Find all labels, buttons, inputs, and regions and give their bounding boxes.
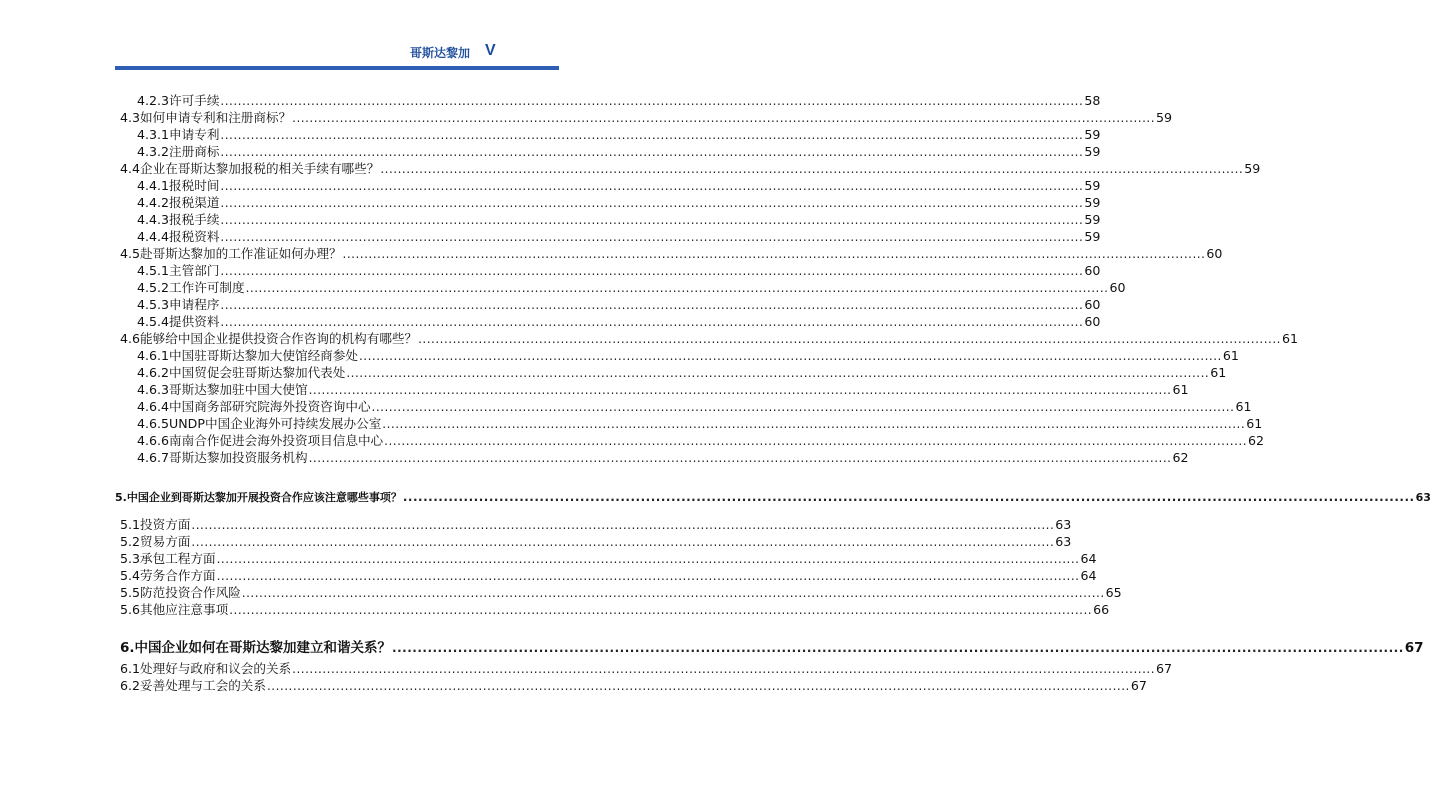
toc-entry[interactable] [137,296,1101,314]
toc-entry[interactable] [137,313,1101,331]
toc-entry-number: 4.4.1 [137,178,170,193]
toc-dot-leader: ........................................................................................................................................................................................................ [371,400,1235,414]
toc-dot-leader: ........................................................................................................................................................................................................ [382,417,1246,431]
toc-entry-page: 62 [1172,450,1189,465]
toc-entry-title: 中国企业到哥斯达黎加开展投资合作应该注意哪些事项？ [126,491,402,504]
toc-dot-leader: ........................................................................................................................................................................................................ [342,247,1206,261]
toc-entry[interactable] [120,584,1122,602]
toc-entry-page: 64 [1080,568,1097,583]
toc-entry[interactable] [137,279,1126,297]
toc-entry-number: 4.6.7 [137,450,170,465]
toc-entry-title: 能够给中国企业提供投资合作咨询的机构有哪些？ [140,331,418,346]
toc-entry-title: 投资方面 [140,517,191,532]
toc-entry-number: 6.2 [120,678,141,693]
toc-entry-number: 4.6.5 [137,416,170,431]
toc-entry[interactable] [137,143,1101,161]
toc-dot-leader: ........................................................................................................................................................................................................ [292,111,1156,125]
toc-dot-leader: ........................................................................................................................................................................................................ [380,162,1244,176]
toc-entry-number: 4.4 [120,161,141,176]
toc-entry-number: 4.4.2 [137,195,170,210]
toc-entry-number: 4.5.2 [137,280,170,295]
toc-entry-title: 中国驻哥斯达黎加大使馆经商参处 [169,348,358,363]
toc-entry-title: 许可手续 [169,93,220,108]
toc-entry-number: 4.2.3 [137,93,170,108]
toc-entry-number: 5.1 [120,517,141,532]
toc-entry[interactable] [120,660,1173,678]
toc-entry-number: 4.6.3 [137,382,170,397]
toc-entry-number: 5.4 [120,568,141,583]
toc-entry[interactable] [120,330,1299,348]
toc-entry-number: 4.6.1 [137,348,170,363]
page-number: V [485,42,496,59]
toc-entry[interactable] [137,126,1101,144]
toc-entry-number: 4.6 [120,331,141,346]
toc-entry[interactable] [120,160,1261,178]
toc-entry-title: 报税资料 [169,229,220,244]
header-rule [115,66,559,70]
toc-entry-page: 62 [1248,433,1265,448]
toc-entry-number: 5. [115,491,127,504]
toc-entry[interactable] [137,381,1189,399]
toc-entry[interactable] [120,677,1147,695]
toc-entry-title: 南南合作促进会海外投资项目信息中心 [169,433,384,448]
toc-entry-page: 61 [1210,365,1227,380]
toc-entry[interactable] [137,347,1239,365]
toc-entry-page: 63 [1055,517,1072,532]
toc-dot-leader: ........................................................................................................................................................................................................ [229,603,1093,617]
toc-dot-leader: ........................................................................................................................................................................................................ [220,179,1084,193]
toc-entry[interactable] [120,109,1173,127]
toc-entry-number: 5.6 [120,602,141,617]
toc-entry-title: 工作许可制度 [169,280,245,295]
toc-entry-page: 59 [1084,195,1101,210]
toc-entry[interactable] [137,92,1101,110]
toc-entry[interactable] [137,398,1252,416]
toc-dot-leader: ........................................................................................................................................................................................................ [220,196,1084,210]
toc-entry-title: 处理好与政府和议会的关系 [140,661,292,676]
toc-entry[interactable] [137,415,1263,433]
toc-dot-leader: ........................................................................................................................................................................................................ [418,332,1281,346]
toc-entry[interactable] [137,194,1101,212]
toc-entry[interactable] [137,211,1101,229]
toc-entry-number: 4.5.4 [137,314,170,329]
toc-entry-page: 67 [1404,640,1424,656]
toc-dot-leader: ........................................................................................................................................................................................................ [384,434,1248,448]
toc-dot-leader: ........................................................................................................................................................................................................ [392,641,1404,655]
toc-entry[interactable] [137,432,1265,450]
toc-entry-page: 59 [1244,161,1261,176]
toc-entry-title: 承包工程方面 [140,551,216,566]
toc-dot-leader: ........................................................................................................................................................................................................ [220,128,1084,142]
toc-entry-page: 61 [1281,331,1299,346]
toc-entry-page: 61 [1172,382,1189,397]
toc-entry-number: 4.3 [120,110,141,125]
toc-entry-page: 60 [1109,280,1126,295]
toc-entry-page: 61 [1246,416,1263,431]
toc-dot-leader: ........................................................................................................................................................................................................ [216,569,1080,583]
toc-entry-page: 60 [1084,263,1101,278]
toc-dot-leader: ........................................................................................................................................................................................................ [266,679,1130,693]
toc-entry[interactable] [120,640,1424,657]
toc-dot-leader: ........................................................................................................................................................................................................ [241,586,1105,600]
toc-entry[interactable] [120,601,1110,619]
toc-entry[interactable] [120,533,1072,551]
toc-entry-title: 哥斯达黎加投资服务机构 [169,450,308,465]
toc-entry[interactable] [120,567,1097,585]
toc-entry-number: 4.3.2 [137,144,170,159]
toc-entry-title: 赴哥斯达黎加的工作准证如何办理？ [140,246,342,261]
toc-dot-leader: ........................................................................................................................................................................................................ [191,535,1055,549]
toc-entry-page: 59 [1084,212,1101,227]
toc-entry-title: 申请专利 [169,127,220,142]
toc-entry-page: 58 [1084,93,1101,108]
toc-entry-page: 67 [1130,678,1147,693]
toc-entry-title: 报税时间 [169,178,220,193]
toc-entry-title: 注册商标 [169,144,220,159]
toc-entry[interactable] [120,516,1072,534]
toc-entry-title: 哥斯达黎加驻中国大使馆 [169,382,308,397]
toc-entry-page: 63 [1055,534,1072,549]
toc-entry-title: 贸易方面 [140,534,191,549]
toc-dot-leader: ........................................................................................................................................................................................................ [308,451,1172,465]
toc-entry[interactable] [120,245,1223,263]
toc-entry-number: 5.3 [120,551,141,566]
toc-dot-leader: ........................................................................................................................................................................................................ [346,366,1210,380]
toc-dot-leader: ........................................................................................................................................................................................................ [216,552,1080,566]
toc-entry-title: 报税手续 [169,212,220,227]
toc-dot-leader: ........................................................................................................................................................................................................ [220,298,1084,312]
toc-entry-title: 中国商务部研究院海外投资咨询中心 [169,399,371,414]
toc-entry[interactable] [120,550,1097,568]
toc-dot-leader: ........................................................................................................................................................................................................ [220,94,1084,108]
toc-entry-number: 5.5 [120,585,141,600]
toc-dot-leader: ........................................................................................................................................................................................................ [220,315,1084,329]
toc-entry-page: 64 [1080,551,1097,566]
toc-entry-number: 6.1 [120,661,141,676]
toc-entry[interactable] [137,449,1189,467]
toc-entry-number: 4.4.4 [137,229,170,244]
toc-entry-page: 60 [1084,314,1101,329]
toc-entry-page: 59 [1084,229,1101,244]
toc-entry-title: 企业在哥斯达黎加报税的相关手续有哪些？ [140,161,380,176]
toc-entry-page: 63 [1415,491,1431,504]
toc-dot-leader: ........................................................................................................................................................................................................ [358,349,1222,363]
toc-entry[interactable] [137,228,1101,246]
toc-entry-title: 如何申请专利和注册商标？ [140,110,292,125]
toc-dot-leader: ........................................................................................................................................................................................................ [308,383,1172,397]
toc-entry[interactable] [115,489,1431,506]
toc-entry-title: 其他应注意事项 [140,602,229,617]
toc-entry[interactable] [137,177,1101,195]
toc-entry-page: 60 [1084,297,1101,312]
toc-entry-number: 4.4.3 [137,212,170,227]
toc-dot-leader: ........................................................................................................................................................................................................ [220,145,1084,159]
toc-entry-page: 65 [1105,585,1122,600]
toc-entry-page: 61 [1235,399,1252,414]
toc-entry-page: 60 [1206,246,1223,261]
toc-entry-page: 61 [1222,348,1239,363]
toc-entry-number: 4.5.3 [137,297,170,312]
toc-entry-title: 提供资料 [169,314,220,329]
toc-entry-page: 59 [1084,178,1101,193]
toc-entry-number: 4.5.1 [137,263,170,278]
toc-dot-leader: ........................................................................................................................................................................................................ [245,281,1109,295]
toc-dot-leader: ........................................................................................................................................................................................................ [220,264,1084,278]
toc-dot-leader: ........................................................................................................................................................................................................ [402,490,1415,504]
toc-entry-title: 妥善处理与工会的关系 [140,678,266,693]
toc-entry-page: 67 [1156,661,1173,676]
toc-dot-leader: ........................................................................................................................................................................................................ [220,213,1084,227]
toc-entry-title: 劳务合作方面 [140,568,216,583]
toc-dot-leader: ........................................................................................................................................................................................................ [191,518,1055,532]
toc-entry[interactable] [137,262,1101,280]
toc-entry-page: 59 [1156,110,1173,125]
toc-entry-title: 中国企业如何在哥斯达黎加建立和谐关系？ [134,640,392,656]
toc-entry-number: 4.6.2 [137,365,170,380]
toc-entry-page: 66 [1093,602,1110,617]
toc-entry-title: UNDP中国企业海外可持续发展办公室 [169,416,382,431]
toc-entry-title: 报税渠道 [169,195,220,210]
toc-entry-page: 59 [1084,127,1101,142]
toc-entry-page: 59 [1084,144,1101,159]
toc-entry-number: 4.3.1 [137,127,170,142]
toc-dot-leader: ........................................................................................................................................................................................................ [220,230,1084,244]
toc-entry-number: 5.2 [120,534,141,549]
toc-entry-title: 主管部门 [169,263,220,278]
toc-entry-number: 4.6.6 [137,433,170,448]
toc-entry-number: 6. [120,640,135,656]
toc-entry-number: 4.6.4 [137,399,170,414]
toc-entry-title: 防范投资合作风险 [140,585,241,600]
toc-entry[interactable] [137,364,1227,382]
running-header-title: 哥斯达黎加 [409,46,470,60]
toc-entry-title: 申请程序 [169,297,220,312]
toc-entry-number: 4.5 [120,246,141,261]
toc-dot-leader: ........................................................................................................................................................................................................ [292,662,1156,676]
toc-entry-title: 中国贸促会驻哥斯达黎加代表处 [169,365,346,380]
